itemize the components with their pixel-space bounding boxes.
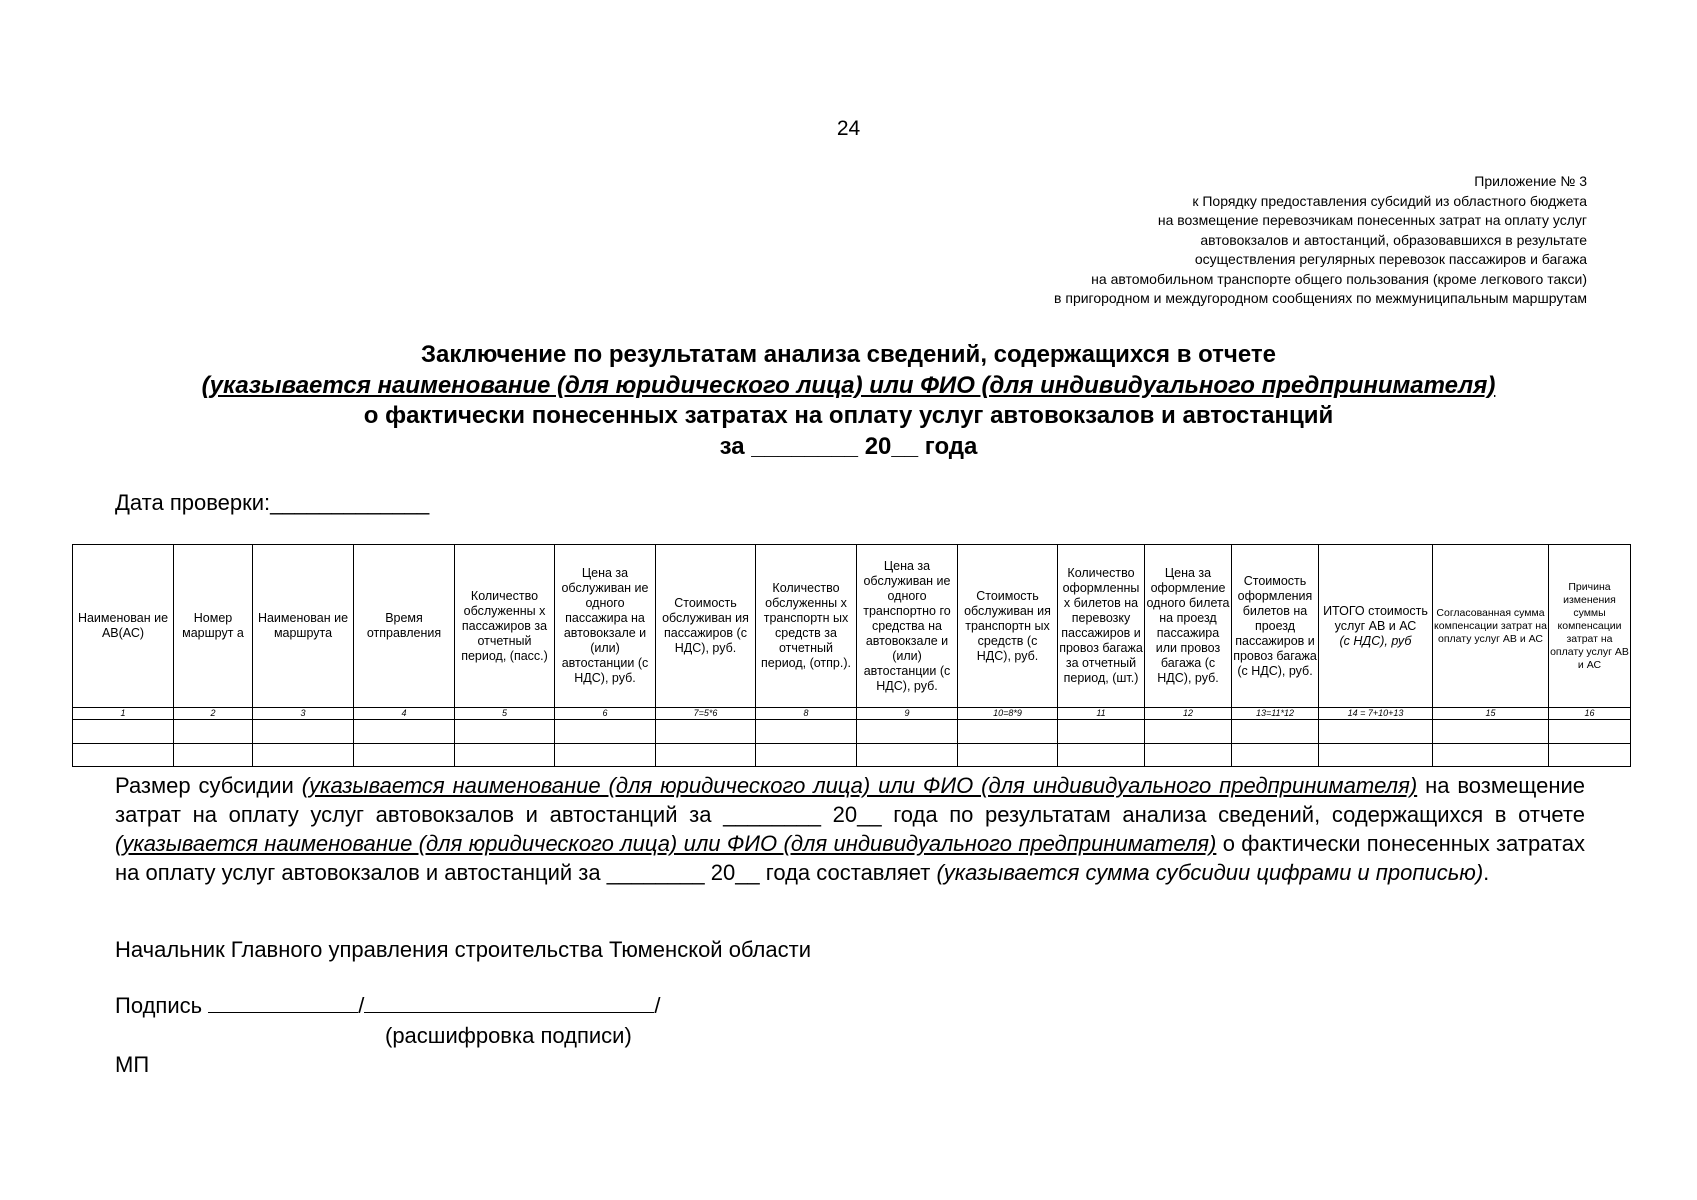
- table-cell[interactable]: [656, 744, 756, 767]
- check-date-blank: _____________: [270, 490, 430, 515]
- appendix-line: автовокзалов и автостанций, образовавшихся в результате: [1200, 231, 1587, 248]
- column-header: Количество обслуженны х пассажиров за отчетный период, (пасс.): [455, 545, 555, 708]
- title-line-2: (указывается наименование (для юридического лица) или ФИО (для индивидуального предпринимателя): [201, 371, 1496, 399]
- table-cell[interactable]: [958, 744, 1058, 767]
- title-line-3: о фактически понесенных затратах на оплату услуг автовокзалов и автостанций: [363, 402, 1334, 429]
- title-period-prefix: за: [719, 432, 745, 460]
- signature-separator: /: [358, 993, 365, 1018]
- check-date: [115, 490, 429, 516]
- subsidy-text: о фактически понесенных затратах на оплату услуг автовокзалов и автостанций за ________ 20__ года составляет: [115, 831, 1585, 885]
- signature-decode-label: (расшифровка подписи): [385, 1023, 632, 1048]
- column-header-total-label: ИТОГО стоимость услуг АВ и АС: [1323, 603, 1428, 633]
- table-cell[interactable]: [756, 744, 857, 767]
- table-cell[interactable]: [1232, 720, 1319, 744]
- table-cell[interactable]: [1058, 744, 1145, 767]
- column-header-total: [1319, 545, 1433, 708]
- table-cell[interactable]: [253, 720, 354, 744]
- column-number: 15: [1433, 708, 1549, 720]
- appendix-line: к Порядку предоставления субсидий из областного бюджета: [1192, 192, 1587, 209]
- appendix-line: в пригородном и междугородном сообщениях по межмуниципальным маршрутам: [1054, 290, 1587, 306]
- report-table: [72, 544, 1631, 767]
- column-header: Цена за оформление одного билета на проезд пассажира или провоз багажа (с НДС), руб.: [1145, 545, 1232, 708]
- column-header: Согласованная сумма компенсации затрат на оплату услуг АВ и АС: [1433, 545, 1549, 708]
- table-cell[interactable]: [174, 744, 253, 767]
- column-number: 16: [1549, 708, 1631, 720]
- table-cell[interactable]: [1145, 720, 1232, 744]
- subsidy-text: .: [1483, 860, 1490, 885]
- column-header: Количество оформленны х билетов на перевозку пассажиров и провоз багажа за отчетный период, (шт.): [1058, 545, 1145, 708]
- column-number: 8: [756, 708, 857, 720]
- subsidy-placeholder-recipient: (указывается наименование (для юридического лица) или ФИО (для индивидуального предпринимателя): [301, 773, 1418, 798]
- column-number: 7=5*6: [656, 708, 756, 720]
- column-number: 5: [455, 708, 555, 720]
- table-row-empty: [73, 720, 1631, 744]
- subsidy-text: Размер субсидии: [115, 773, 302, 798]
- chief-title: Начальник Главного управления строительства Тюменской области: [115, 937, 811, 962]
- signature-decode-blank[interactable]: [364, 992, 654, 1013]
- table-cell[interactable]: [555, 720, 656, 744]
- table-cell[interactable]: [857, 720, 958, 744]
- column-header: Наименован ие АВ(АС): [73, 545, 174, 708]
- column-header: Стоимость оформления билетов на проезд пассажиров и провоз багажа (с НДС), руб.: [1232, 545, 1319, 708]
- table-cell[interactable]: [857, 744, 958, 767]
- title-line-1: Заключение по результатам анализа сведений, содержащихся в отчете: [421, 341, 1276, 368]
- table-cell[interactable]: [455, 720, 555, 744]
- appendix-block: [687, 172, 1587, 309]
- column-number: 14 = 7+10+13: [1319, 708, 1433, 720]
- table-cell[interactable]: [756, 720, 857, 744]
- column-number: 3: [253, 708, 354, 720]
- table-cell[interactable]: [455, 744, 555, 767]
- title-period-blank: ________: [751, 432, 859, 460]
- table-cell[interactable]: [1433, 720, 1549, 744]
- table-header-row: [73, 545, 1631, 708]
- table-cell[interactable]: [1549, 744, 1631, 767]
- column-number: 13=11*12: [1232, 708, 1319, 720]
- column-header: Количество обслуженны х транспортн ых средств за отчетный период, (отпр.).: [756, 545, 857, 708]
- signature-line: [115, 992, 660, 1019]
- column-header: Время отправления: [354, 545, 455, 708]
- column-number: 6: [555, 708, 656, 720]
- table-cell[interactable]: [1433, 744, 1549, 767]
- stamp-label: МП: [115, 1052, 150, 1077]
- column-header: Цена за обслуживан ие одного пассажира на автовокзале и (или) автостанции (с НДС), руб.: [555, 545, 656, 708]
- column-number: 11: [1058, 708, 1145, 720]
- column-header: Цена за обслуживан ие одного транспортно го средства на автовокзале и (или) автостанции (с НДС), руб.: [857, 545, 958, 708]
- column-number: 1: [73, 708, 174, 720]
- column-header-total-note: (с НДС), руб: [1339, 633, 1412, 648]
- table-row-empty: [73, 744, 1631, 767]
- appendix-line: на возмещение перевозчикам понесенных затрат на оплату услуг: [1157, 212, 1587, 228]
- column-header: Номер маршрут а: [174, 545, 253, 708]
- column-header: Наименован ие маршрута: [253, 545, 354, 708]
- table-cell[interactable]: [958, 720, 1058, 744]
- column-number: 12: [1145, 708, 1232, 720]
- column-header: Причина изменения суммы компенсации затрат на оплату услуг АВ и АС: [1549, 545, 1631, 708]
- column-number: 2: [174, 708, 253, 720]
- page-number: 24: [836, 117, 861, 140]
- table-cell[interactable]: [1145, 744, 1232, 767]
- table-cell[interactable]: [73, 720, 174, 744]
- column-header: Стоимость обслуживан ия пассажиров (с НДС), руб.: [656, 545, 756, 708]
- subsidy-paragraph: [115, 771, 1585, 887]
- table-number-row: [73, 708, 1631, 720]
- subsidy-placeholder-amount: (указывается сумма субсидии цифрами и прописью): [936, 860, 1484, 885]
- table-cell[interactable]: [1319, 744, 1433, 767]
- table-cell[interactable]: [555, 744, 656, 767]
- appendix-line: осуществления регулярных перевозок пассажиров и багажа: [1194, 251, 1587, 267]
- subsidy-placeholder-report-recipient: (указывается наименование (для юридического лица) или ФИО (для индивидуального предпринимателя): [115, 831, 1217, 856]
- signature-blank[interactable]: [208, 992, 358, 1013]
- table-cell[interactable]: [656, 720, 756, 744]
- document-title: [0, 340, 1697, 462]
- column-number: 9: [857, 708, 958, 720]
- table-cell[interactable]: [253, 744, 354, 767]
- appendix-line: на автомобильном транспорте общего пользования (кроме легкового такси): [1091, 270, 1587, 287]
- check-date-label: Дата проверки:: [115, 490, 271, 515]
- table-cell[interactable]: [354, 720, 455, 744]
- column-number: 10=8*9: [958, 708, 1058, 720]
- table-cell[interactable]: [1058, 720, 1145, 744]
- column-header: Стоимость обслуживан ия транспортн ых средств (с НДС), руб.: [958, 545, 1058, 708]
- appendix-line: Приложение № 3: [1474, 173, 1587, 189]
- table-cell[interactable]: [1319, 720, 1433, 744]
- table-cell[interactable]: [1549, 720, 1631, 744]
- table-cell[interactable]: [174, 720, 253, 744]
- table-cell[interactable]: [73, 744, 174, 767]
- column-number: 4: [354, 708, 455, 720]
- table-cell[interactable]: [354, 744, 455, 767]
- signature-label: Подпись: [115, 993, 203, 1018]
- signature-separator: /: [654, 993, 661, 1018]
- title-period-suffix: 20__ года: [864, 432, 978, 460]
- title-line-4: [0, 432, 1697, 463]
- subsidy-text: на возмещение затрат на оплату услуг автовокзалов и автостанций за ________ 20__ года по результатам анализа сведений, содержащихся в отчете: [115, 773, 1585, 827]
- table-cell[interactable]: [1232, 744, 1319, 767]
